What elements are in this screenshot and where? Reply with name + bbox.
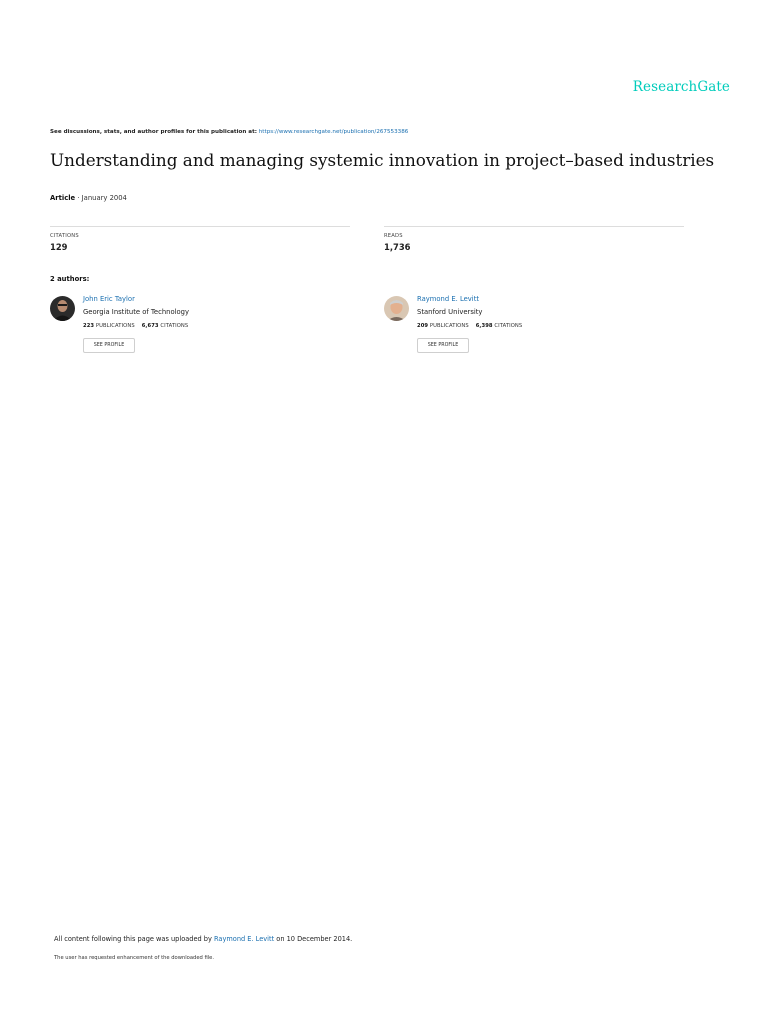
upload-prefix: All content following this page was uploaded by xyxy=(54,935,212,943)
publications-count: 209 xyxy=(417,323,429,329)
upload-notice xyxy=(54,935,352,943)
author-stats xyxy=(417,323,522,329)
citations-stat xyxy=(50,226,350,252)
see-discussions-text: See discussions, stats, and author profiles for this publication at: xyxy=(50,129,257,135)
author-card-taylor xyxy=(50,295,350,365)
see-profile-button[interactable]: SEE PROFILE xyxy=(417,338,469,353)
publication-meta xyxy=(50,194,127,202)
author-card-levitt xyxy=(384,295,684,365)
publication-date: · January 2004 xyxy=(75,194,127,202)
authors-heading: 2 authors: xyxy=(50,275,90,283)
see-discussions-line xyxy=(50,129,408,135)
author-name-link[interactable]: Raymond E. Levitt xyxy=(417,295,480,303)
author-citations-label: CITATIONS xyxy=(494,323,523,329)
avatar[interactable] xyxy=(384,296,409,321)
citations-value: 129 xyxy=(50,242,68,252)
reads-label: READS xyxy=(384,233,403,239)
publication-type: Article xyxy=(50,194,76,202)
author-institution: Stanford University xyxy=(417,308,483,316)
avatar[interactable] xyxy=(50,296,75,321)
citations-label: CITATIONS xyxy=(50,233,79,239)
reads-stat xyxy=(384,226,684,252)
see-profile-button[interactable]: SEE PROFILE xyxy=(83,338,135,353)
uploader-link[interactable]: Raymond E. Levitt xyxy=(214,935,275,943)
enhancement-note: The user has requested enhancement of the downloaded file. xyxy=(54,955,215,961)
researchgate-logo[interactable]: ResearchGate xyxy=(632,79,730,95)
reads-value: 1,736 xyxy=(384,242,411,252)
publications-label: PUBLICATIONS xyxy=(429,323,469,329)
author-citations-count: 6,398 xyxy=(475,323,493,329)
author-citations-count: 6,673 xyxy=(141,323,159,329)
author-citations-label: CITATIONS xyxy=(160,323,189,329)
publications-count: 223 xyxy=(83,323,95,329)
publication-url-link[interactable]: https://www.researchgate.net/publication/267553386 xyxy=(258,129,409,135)
publication-title: Understanding and managing systemic innovation in project–based industries xyxy=(50,150,715,170)
author-institution: Georgia Institute of Technology xyxy=(83,308,189,316)
author-stats xyxy=(83,323,188,329)
upload-suffix: on 10 December 2014. xyxy=(276,935,353,943)
publications-label: PUBLICATIONS xyxy=(95,323,135,329)
author-name-link[interactable]: John Eric Taylor xyxy=(83,295,135,303)
